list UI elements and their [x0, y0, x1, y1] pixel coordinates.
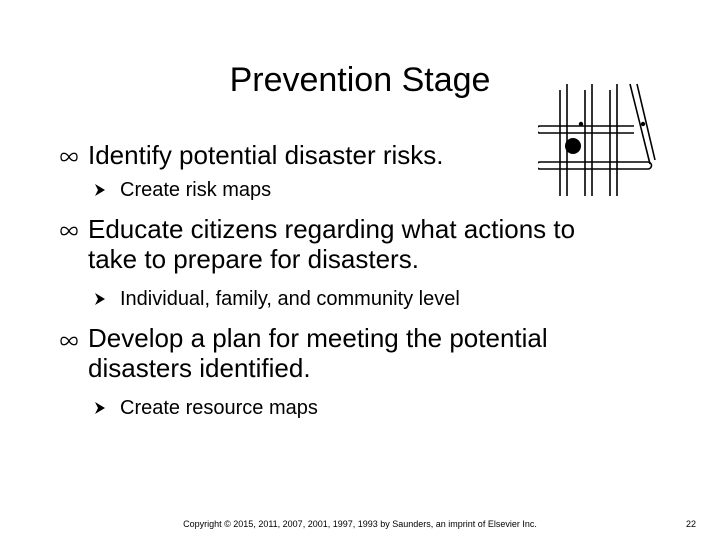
- infinity-bullet-icon: [60, 151, 78, 163]
- bullet-text-line: disasters identified.: [88, 353, 311, 383]
- sub-bullet-item: Create risk maps: [120, 179, 272, 201]
- bullet-text: Identify potential disaster risks.: [88, 140, 444, 170]
- bullet-item: [88, 214, 575, 274]
- infinity-bullet-icon: [60, 335, 78, 347]
- bullet-text-line: Develop a plan for meeting the potential: [88, 323, 548, 353]
- bullet-text-line: take to prepare for disasters.: [88, 244, 419, 274]
- slide-title: Prevention Stage: [229, 61, 491, 99]
- copyright-footer: Copyright © 2015, 2011, 2007, 2001, 1997, 1993 by Saunders, an imprint of Elsevier Inc.: [183, 519, 537, 529]
- bullet-text-line: Educate citizens regarding what actions to: [88, 214, 576, 244]
- bullet-item: [88, 140, 444, 170]
- sub-bullet-item: Individual, family, and community level: [120, 288, 460, 310]
- arrowhead-bullet-icon: [94, 183, 106, 197]
- sub-bullet-item: Create resource maps: [120, 397, 318, 419]
- page-number: 22: [685, 519, 696, 529]
- arrowhead-bullet-icon: [94, 292, 106, 306]
- map-grid-logo-icon: [538, 80, 660, 200]
- infinity-bullet-icon: [60, 225, 78, 237]
- arrowhead-bullet-icon: [94, 401, 106, 415]
- bullet-item: [88, 323, 548, 383]
